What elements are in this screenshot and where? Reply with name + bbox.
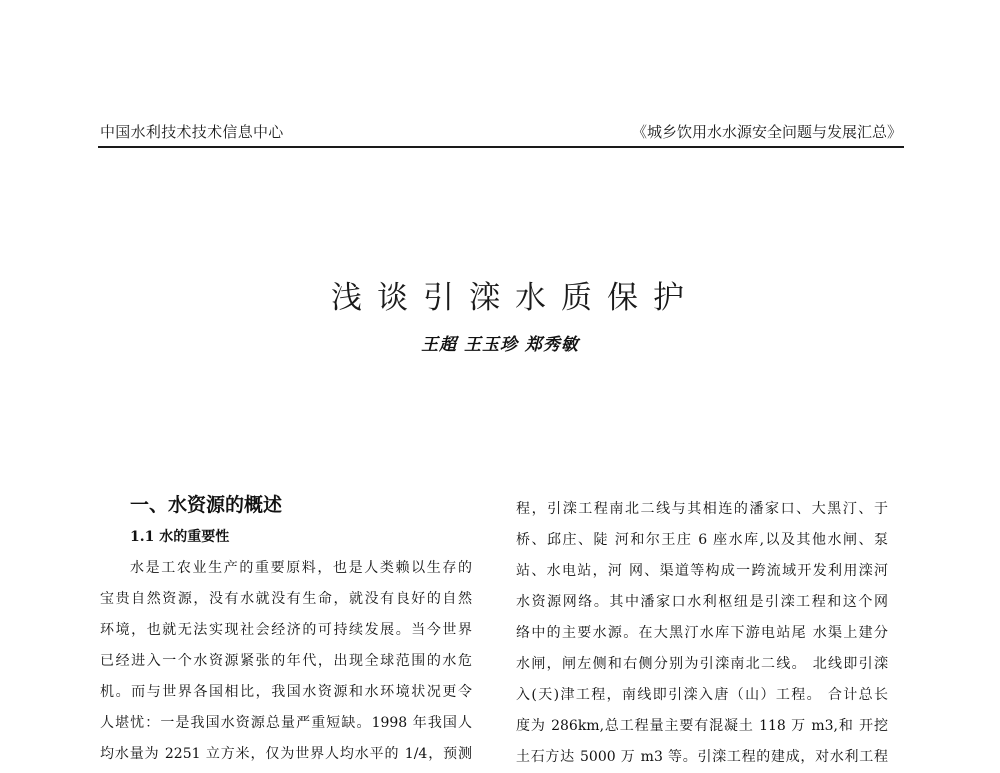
body-text-line: 水资源网络。其中潘家口水利枢纽是引滦工程和这个网 bbox=[516, 594, 888, 610]
article-title: 浅谈引滦水质保护 bbox=[331, 280, 699, 316]
body-text-line: 入(天)津工程，南线即引滦入唐（山）工程。 合计总长 bbox=[516, 687, 888, 703]
body-text-line: 站、水电站，河 网、渠道等构成一跨流域开发利用滦河 bbox=[516, 563, 888, 579]
running-header bbox=[98, 120, 904, 148]
header-publication: 《城乡饮用水水源安全问题与发展汇总》 bbox=[631, 123, 902, 141]
section-heading: 一、水资源的概述 bbox=[130, 494, 283, 516]
body-text-line: 已经进入一个水资源紧张的年代，出现全球范围的水危 bbox=[100, 653, 472, 669]
body-text-line: 络中的主要水源。在大黑汀水库下游电站尾 水渠上建分 bbox=[516, 625, 888, 641]
right-column bbox=[516, 494, 888, 773]
body-text-line: 环境，也就无法实现社会经济的可持续发展。当今世界 bbox=[100, 622, 472, 638]
body-text-line: 土石方达 5000 万 m3 等。引滦工程的建成，对水利工程 bbox=[516, 749, 888, 765]
body-text-line: 度为 286km,总工程量主要有混凝土 118 万 m3,和 开挖 bbox=[516, 718, 888, 734]
body-text-line: 机。而与世界各国相比，我国水资源和水环境状况更令 bbox=[100, 684, 472, 700]
body-text-line: 桥、邱庄、陡 河和尔王庄 6 座水库,以及其他水闸、泵 bbox=[516, 532, 888, 548]
body-text-line: 水闸，闸左侧和右侧分别为引滦南北二线。 北线即引滦 bbox=[516, 656, 888, 672]
body-text-line: 程，引滦工程南北二线与其相连的潘家口、大黑汀、于 bbox=[516, 501, 888, 517]
header-organization: 中国水利技术技术信息中心 bbox=[100, 123, 284, 141]
body-text-line: 人堪忧：一是我国水资源总量严重短缺。1998 年我国人 bbox=[100, 715, 472, 731]
left-column bbox=[100, 490, 472, 770]
body-text-line: 水是工农业生产的重要原料，也是人类赖以生存的 bbox=[130, 560, 472, 576]
article-authors: 王超 王玉珍 郑秀敏 bbox=[421, 335, 579, 355]
body-text-line: 均水量为 2251 立方米，仅为世界人均水平的 1/4，预测 bbox=[100, 746, 472, 762]
subsection-heading: 1.1 水的重要性 bbox=[130, 529, 230, 545]
body-text-line: 宝贵自然资源，没有水就没有生命，就没有良好的自然 bbox=[100, 591, 472, 607]
